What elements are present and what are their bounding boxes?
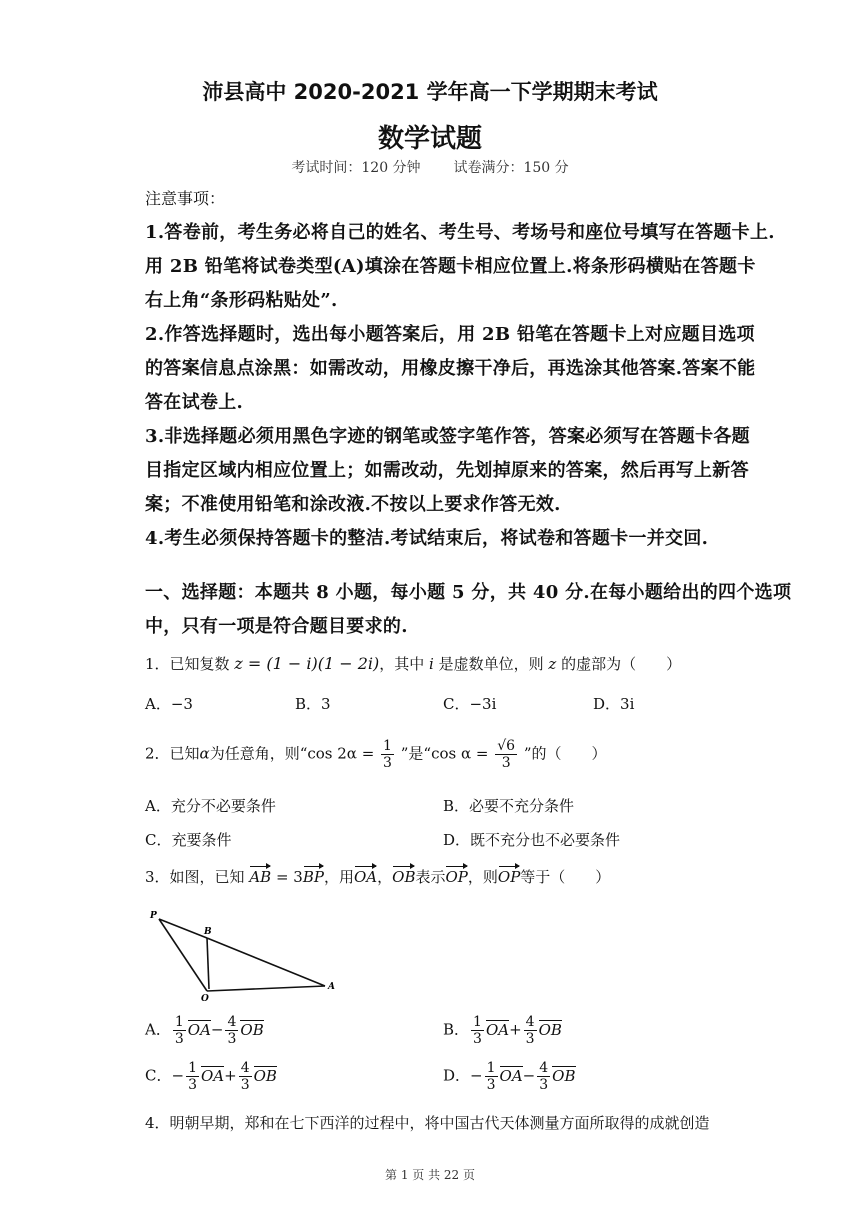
label-o: O xyxy=(201,994,209,1004)
q1-option-a: A．−3 xyxy=(145,695,193,713)
q3-option-b: B． $\frac{1}{3}$ OA+ $\frac{4}{3}$ OB xyxy=(443,1014,562,1047)
question-1: 1．已知复数 z = (1 − i)(1 − 2i)，其中 i 是虚数单位，则 z 的虚部为（ ） xyxy=(145,654,682,673)
q3-option-a: A． $\frac{1}{3}$ OA− $\frac{4}{3}$ OB xyxy=(145,1014,264,1047)
exam-time: 考试时间：120 分钟 xyxy=(291,160,421,176)
label-b: B xyxy=(204,927,212,937)
question-4: 4．明朝早期，郑和在七下西洋的过程中，将中国古代天体测量方面所取得的成就创造 xyxy=(145,1114,710,1132)
q3-triangle-figure xyxy=(145,905,345,1005)
q2-option-a: A．充分不必要条件 xyxy=(145,797,276,815)
notes-line: 目指定区域内相应位置上；如需改动，先划掉原来的答案，然后再写上新答 xyxy=(145,460,749,481)
notes-line: 1.答卷前，考生务必将自己的姓名、考生号、考场号和座位号填写在答题卡上. xyxy=(145,222,775,243)
section-heading-cont: 中，只有一项是符合题目要求的. xyxy=(145,616,408,637)
question-2: 2．已知α为任意角，则“cos 2α = $\frac{1}{3}$ ”是“cos α = $\frac{√6}{3}$ ”的（ ） xyxy=(145,738,607,771)
q2-option-b: B．必要不充分条件 xyxy=(443,797,575,815)
q3-option-d: D．− $\frac{1}{3}$ OA− $\frac{4}{3}$ OB xyxy=(443,1060,576,1093)
q1-formula: z = (1 − i)(1 − 2i) xyxy=(234,654,380,673)
q2-option-d: D．既不充分也不必要条件 xyxy=(443,831,621,849)
fraction-one-third: $\frac{1}{3}$ xyxy=(383,738,392,771)
q1-option-d: D．3i xyxy=(593,695,635,713)
q1-option-c: C．−3i xyxy=(443,695,497,713)
exam-info xyxy=(0,157,860,177)
label-p: P xyxy=(150,911,157,921)
notes-line: 案；不准使用铅笔和涂改液.不按以上要求作答无效. xyxy=(145,494,561,515)
notes-line: 4.考生必须保持答题卡的整洁.考试结束后，将试卷和答题卡一并交回. xyxy=(145,528,709,549)
notes-line: 的答案信息点涂黑：如需改动，用橡皮擦干净后，再选涂其他答案.答案不能 xyxy=(145,358,756,379)
label-a: A xyxy=(328,982,335,992)
section-heading: 一、选择题：本题共 8 小题，每小题 5 分，共 40 分.在每小题给出的四个选项 xyxy=(145,582,792,603)
notes-line: 用 2B 铅笔将试卷类型(A)填涂在答题卡相应位置上.将条形码横贴在答题卡 xyxy=(145,256,756,277)
notes-line: 答在试卷上. xyxy=(145,392,244,413)
q3-option-c: C．− $\frac{1}{3}$ OA+ $\frac{4}{3}$ OB xyxy=(145,1060,277,1093)
notes-heading: 注意事项： xyxy=(145,189,226,208)
exam-title: 沛县高中 2020-2021 学年高一下学期期末考试 xyxy=(202,80,658,104)
q2-option-c: C．充要条件 xyxy=(145,831,232,849)
exam-score: 试卷满分：150 分 xyxy=(453,160,569,176)
question-3: 3．如图，已知 AB = 3BP，用OA，OB表示OP，则OP等于（ ） xyxy=(145,864,610,887)
subject-title: 数学试题 xyxy=(377,124,482,154)
q1-option-b: B．3 xyxy=(295,695,331,713)
notes-line: 3.非选择题必须用黑色字迹的钢笔或签字笔作答，答案必须写在答题卡各题 xyxy=(145,426,750,447)
notes-line: 2.作答选择题时，选出每小题答案后，用 2B 铅笔在答题卡上对应题目选项 xyxy=(145,324,755,345)
fraction-root6-third: $\frac{√6}{3}$ xyxy=(497,738,516,771)
notes-line: 右上角“条形码粘贴处”. xyxy=(145,290,338,311)
page-footer: 第 1 页 共 22 页 xyxy=(385,1168,475,1182)
